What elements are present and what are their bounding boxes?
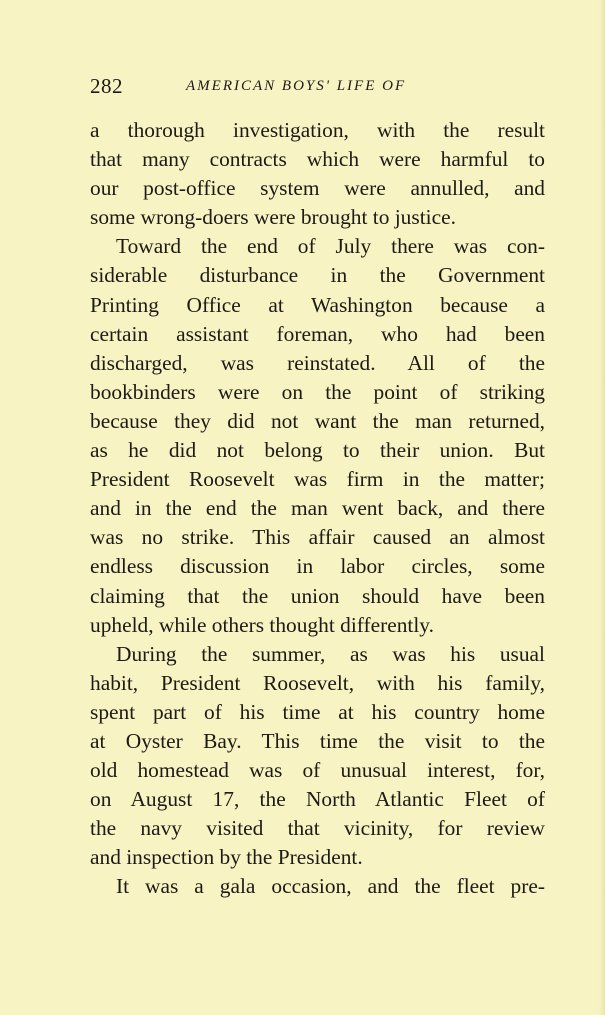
text-line: the navy visited that vicinity, for review <box>90 816 545 841</box>
text-line: certain assistant foreman, who had been <box>90 321 545 346</box>
text-line: discharged, was reinstated. All of the <box>90 350 545 375</box>
text-line: Toward the end of July there was con- <box>116 234 545 259</box>
page-header <box>90 74 550 102</box>
text-line: and inspection by the President. <box>90 845 363 870</box>
text-line: upheld, while others thought differently. <box>90 612 434 637</box>
text-line: During the summer, as was his usual <box>116 641 545 666</box>
text-line: that many contracts which were harmful to <box>90 147 545 172</box>
text-line: claiming that the union should have been <box>90 583 545 608</box>
text-line: bookbinders were on the point of striking <box>90 379 545 404</box>
text-line: habit, President Roosevelt, with his family, <box>90 670 545 695</box>
text-line: on August 17, the North Atlantic Fleet of <box>90 787 545 812</box>
text-line: old homestead was of unusual interest, for, <box>90 758 545 783</box>
page-edge <box>599 0 605 1015</box>
running-head: AMERICAN BOYS' LIFE OF <box>186 78 407 94</box>
text-line: President Roosevelt was firm in the matter; <box>90 467 545 492</box>
text-line: was no strike. This affair caused an almost <box>90 525 545 550</box>
text-line: our post-office system were annulled, and <box>90 176 545 201</box>
text-line: siderable disturbance in the Government <box>90 263 545 288</box>
page-number: 282 <box>90 74 123 98</box>
text-line: some wrong-doers were brought to justice. <box>90 205 456 230</box>
text-line: at Oyster Bay. This time the visit to the <box>90 728 545 753</box>
text-line: It was a gala occasion, and the fleet pre- <box>116 874 545 899</box>
text-line: endless discussion in labor circles, some <box>90 554 545 579</box>
text-line: and in the end the man went back, and there <box>90 496 545 521</box>
text-line: because they did not want the man returned, <box>90 408 545 433</box>
text-line: as he did not belong to their union. But <box>90 438 545 463</box>
body-text <box>90 116 545 902</box>
text-line: Printing Office at Washington because a <box>90 292 545 317</box>
text-line: spent part of his time at his country home <box>90 699 545 724</box>
text-line: a thorough investigation, with the result <box>90 118 545 142</box>
